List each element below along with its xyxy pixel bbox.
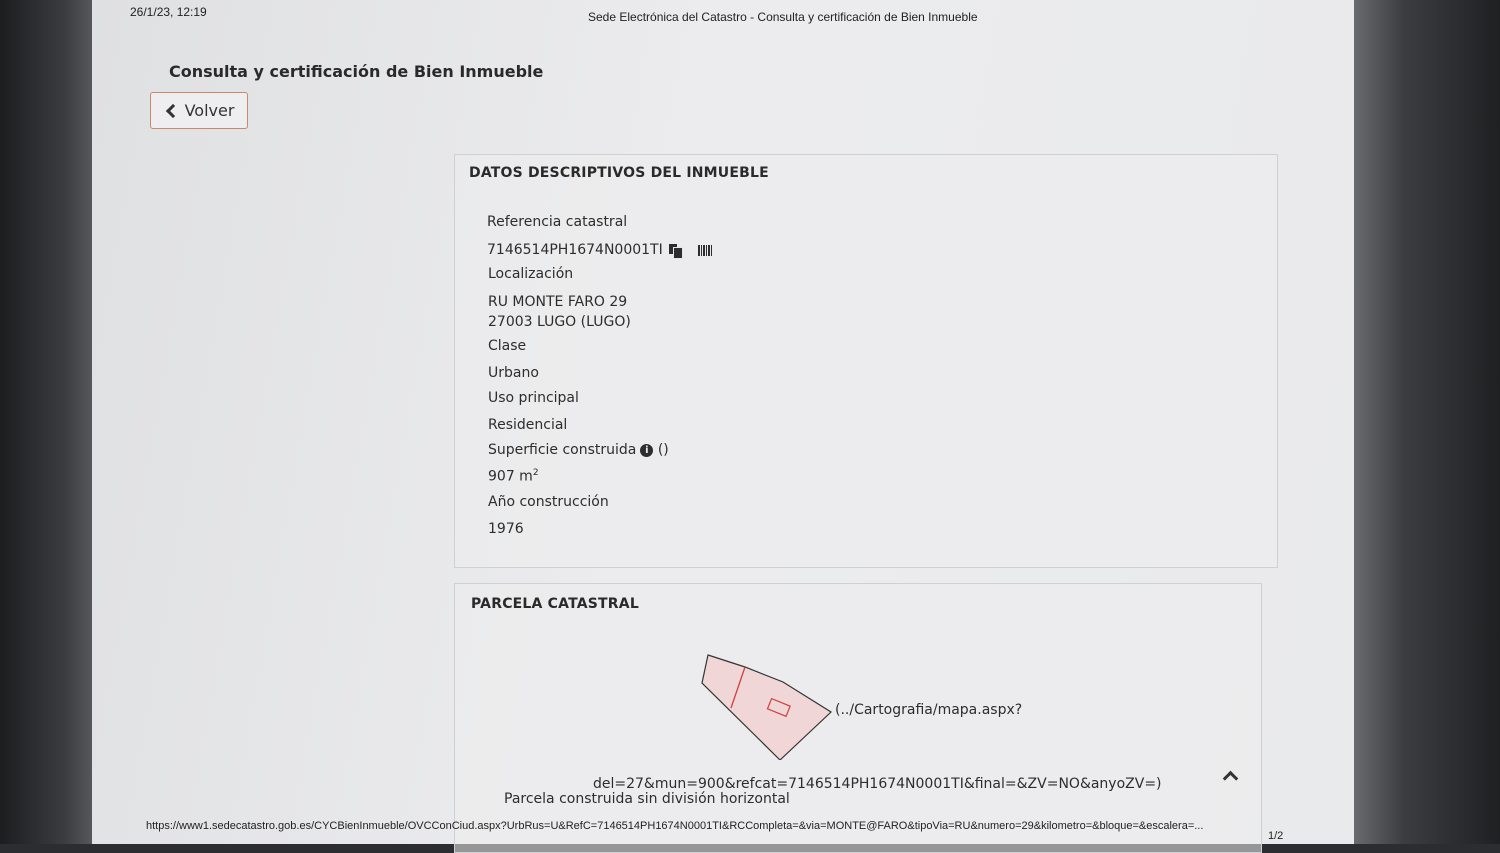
descriptive-data-panel [454, 154, 1278, 568]
ref-label: Referencia catastral [487, 214, 628, 230]
map-link-part1[interactable]: (../Cartografia/mapa.aspx? [835, 702, 1023, 718]
sup-value-row [488, 468, 539, 485]
print-page [92, 0, 1354, 844]
map-link-part2[interactable]: del=27&mun=900&refcat=7146514PH1674N0001TI&final=&ZV=NO&anyoZV=) [593, 776, 1162, 792]
back-button[interactable] [150, 92, 248, 129]
parcel-map-image[interactable] [698, 650, 833, 760]
loc-label: Localización [488, 266, 574, 282]
ref-value: 7146514PH1674N0001TI [487, 242, 663, 258]
parcel-note: Parcela construida sin división horizontal [504, 791, 790, 807]
sup-value: 907 m [488, 468, 533, 485]
print-date: 26/1/23, 12:19 [130, 5, 207, 19]
anyo-value: 1976 [488, 521, 524, 537]
uso-value: Residencial [488, 417, 568, 433]
footer-page-number: 1/2 [1268, 830, 1284, 842]
back-button-label: Volver [184, 101, 235, 120]
barcode-icon[interactable] [698, 245, 712, 256]
sup-suffix: () [657, 442, 669, 458]
clase-value: Urbano [488, 365, 539, 381]
panel-title-parcela: PARCELA CATASTRAL [471, 596, 639, 612]
anyo-label: Año construcción [488, 494, 609, 510]
sup-row [488, 442, 669, 458]
chevron-left-icon [166, 103, 180, 117]
ref-row [487, 242, 712, 258]
sup-unit-exponent: 2 [532, 468, 539, 478]
page-title: Consulta y certificación de Bien Inmueble [169, 62, 544, 81]
info-icon[interactable]: i [640, 444, 653, 457]
clase-label: Clase [488, 338, 527, 354]
parcel-outline [702, 655, 831, 760]
monitor-bezel-left [0, 0, 92, 844]
loc-line1: RU MONTE FARO 29 [488, 294, 628, 310]
panel-title-datos: DATOS DESCRIPTIVOS DEL INMUEBLE [469, 165, 769, 181]
sup-label: Superficie construida [488, 442, 637, 458]
footer-url: https://www1.sedecatastro.gob.es/CYCBienInmueble/OVCConCiud.aspx?UrbRus=U&RefC=7146514PH1674N0001TI&RCCompleta=&via=MONTE@FARO&tipoVia=RU&numero=29&kilometro=&bloque=&escalera=... [146, 820, 1204, 832]
loc-line2: 27003 LUGO (LUGO) [488, 314, 631, 330]
monitor-bezel-right [1352, 0, 1500, 844]
uso-label: Uso principal [488, 390, 579, 406]
copy-icon[interactable] [669, 244, 682, 257]
parcel-panel [454, 583, 1262, 853]
scroll-top-icon[interactable] [1222, 768, 1238, 784]
print-title: Sede Electrónica del Catastro - Consulta y certificación de Bien Inmueble [588, 10, 978, 24]
